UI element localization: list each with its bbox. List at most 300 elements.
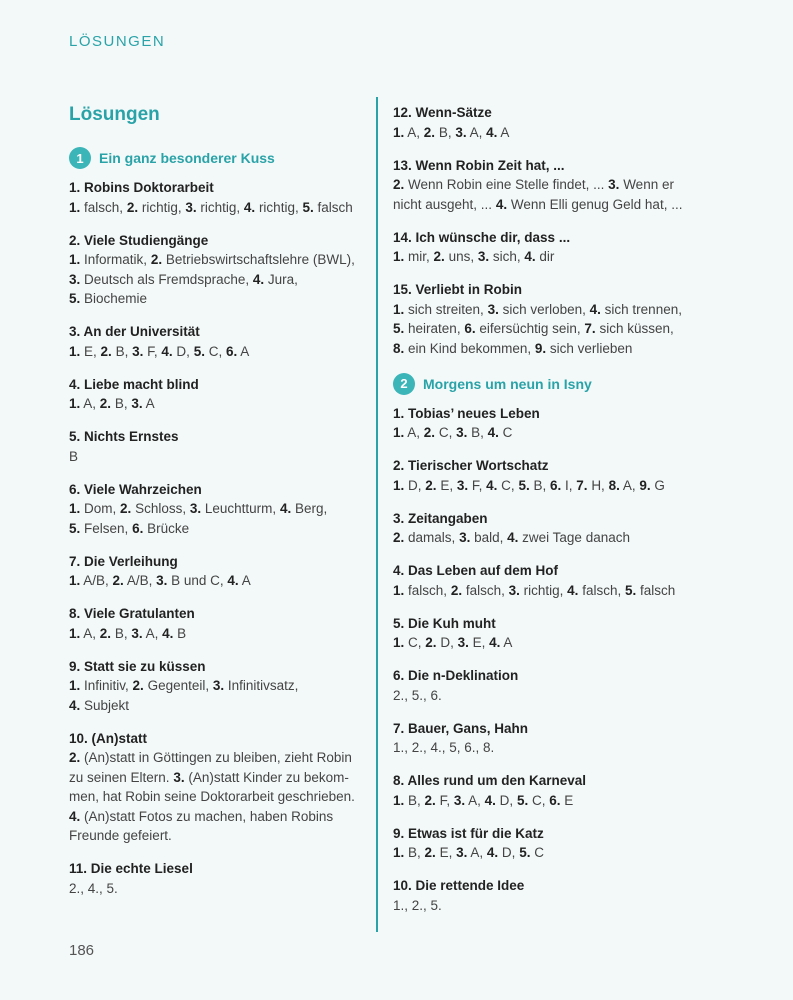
answer-text: zwei Tage danach (522, 530, 630, 545)
answer-line (69, 676, 361, 696)
answer-line (393, 791, 723, 811)
exercise-title: 1. Tobias’ neues Leben (393, 405, 540, 421)
answer-text: damals, (408, 530, 460, 545)
answer-text: A, (83, 625, 100, 641)
answer-number: 2. (424, 845, 436, 860)
answer-text: richtig, (141, 199, 186, 215)
answer-number: 5. (518, 477, 530, 493)
answer-number: 2. (450, 582, 463, 598)
answer-text: Berg, (294, 501, 328, 516)
answer-text: A/B, (83, 573, 113, 588)
answer-text: A, (83, 396, 100, 411)
exercise-title: 9. Etwas ist für die Katz (393, 825, 544, 841)
answer-line (393, 123, 723, 143)
exercise-block (69, 322, 361, 361)
answer-number: 5. (519, 845, 531, 860)
answer-number: 4. (243, 199, 256, 215)
answer-number: 1. (393, 249, 405, 264)
answer-number: 6. (464, 321, 476, 336)
answer-number: 5. (193, 343, 205, 359)
answer-number: 4. (487, 425, 499, 440)
answer-number: 4. (486, 477, 498, 493)
answer-number: 2. (393, 177, 405, 192)
answer-line (393, 581, 723, 601)
exercise-title: 6. Die n-Deklination (393, 668, 519, 683)
answer-number: 7. (576, 477, 588, 493)
answer-text: E, (440, 477, 457, 493)
exercise-block (69, 427, 361, 466)
answer-line (393, 319, 723, 339)
answer-text: Dom, (84, 501, 121, 516)
answer-text: falsch, (465, 582, 509, 598)
answer-line (69, 807, 361, 827)
answer-text: H, (591, 477, 609, 493)
answer-number: 2. (433, 249, 445, 264)
exercise-block (393, 156, 723, 215)
answer-number: 4. (227, 573, 239, 588)
answer-number: 2. (112, 573, 124, 588)
answer-number: 1. (393, 792, 405, 808)
answer-number: 3. (453, 792, 466, 808)
answer-line (393, 247, 723, 267)
answer-text: A (500, 124, 510, 140)
answer-text: sich trennen, (604, 301, 682, 317)
answer-number: 6. (132, 520, 144, 536)
exercise-title: 5. Nichts Ernstes (69, 429, 179, 444)
chapter-number-badge: 2 (393, 373, 415, 395)
answer-text: A, (407, 124, 424, 140)
answer-number: 5. (516, 792, 529, 808)
answer-text: Biochemie (84, 291, 148, 306)
answer-line (69, 289, 361, 309)
answer-number: 4. (507, 530, 519, 545)
answer-text: B (177, 625, 187, 641)
answer-text: A, (407, 425, 424, 440)
answer-number: 2. (120, 501, 132, 516)
answer-text: (An)statt in Göttingen zu bleiben, zieht Robin (84, 750, 352, 765)
answer-number: 6. (225, 343, 238, 359)
answer-text: A, (469, 124, 487, 140)
exercise-title: 9. Statt sie zu küssen (69, 658, 206, 674)
answer-text: C, (438, 425, 457, 440)
exercise-title: 2. Tierischer Wortschatz (393, 458, 549, 473)
answer-number: 1. (69, 573, 81, 588)
exercise-title: 3. An der Universität (69, 324, 200, 339)
answer-text: A (503, 635, 513, 650)
answer-line (393, 843, 723, 863)
answer-text: eifersüchtig sein, (479, 321, 585, 336)
exercise-block (69, 859, 361, 898)
answer-number: 4. (161, 343, 173, 359)
answer-text: B, (114, 396, 132, 411)
answer-text: C, (208, 343, 226, 359)
answer-number: 3. (456, 845, 468, 860)
answer-number: 1. (393, 635, 405, 650)
answer-text: Subjekt (84, 697, 130, 713)
answer-number: 1. (393, 845, 405, 860)
answer-number: 4. (486, 124, 498, 140)
exercise-block (69, 729, 361, 846)
answer-line (393, 300, 723, 320)
exercise-title: 15. Verliebt in Robin (393, 282, 523, 297)
answer-line (69, 787, 361, 807)
answer-line (69, 198, 361, 218)
answer-number: 3. (608, 177, 620, 192)
answer-text: richtig, (200, 199, 244, 215)
answer-number: 3. (455, 124, 467, 140)
answer-number: 4. (69, 808, 81, 824)
answer-number: 1. (393, 301, 405, 317)
answer-text: C, (531, 792, 550, 808)
answer-text: E, (84, 343, 101, 359)
answer-text: B (69, 448, 79, 464)
answer-line (69, 768, 361, 788)
answer-text: men, hat Robin seine Doktorarbeit geschrieben. (69, 789, 355, 804)
answer-number: 2. (99, 625, 112, 641)
answer-text: (An)statt Kinder zu bekom- (188, 769, 349, 785)
answer-text: A/B, (126, 573, 157, 588)
answer-number: 3. (457, 635, 469, 650)
exercise-title: 5. Die Kuh muht (393, 615, 496, 631)
exercise-title: 6. Viele Wahrzeichen (69, 481, 202, 497)
answer-line (69, 624, 361, 644)
answer-text: Informatik, (84, 252, 151, 267)
answer-number: 4. (489, 635, 501, 650)
answer-text: dir (539, 249, 555, 264)
answer-number: 9. (534, 340, 547, 356)
answer-number: 5. (69, 520, 81, 536)
answer-text: sich küssen, (599, 321, 674, 336)
answer-text: Deutsch als Fremdsprache, (84, 271, 253, 287)
answer-number: 2. (423, 124, 436, 140)
answer-text: Schloss, (135, 501, 190, 516)
answer-number: 5. (69, 291, 81, 306)
answer-text: sich verloben, (502, 301, 590, 317)
answer-text: (An)statt Fotos zu machen, haben Robins (84, 808, 334, 824)
answer-number: 3. (459, 530, 471, 545)
answer-text: C, (408, 635, 426, 650)
answer-line (69, 879, 361, 899)
answer-number: 3. (508, 582, 520, 598)
exercise-block (393, 824, 723, 863)
answer-text: F, (439, 792, 454, 808)
answer-line (69, 270, 361, 290)
exercise-block (69, 480, 361, 539)
answer-text: Wenn Elli genug Geld hat, ... (510, 196, 683, 212)
answer-number: 2. (132, 678, 144, 693)
answer-line (69, 748, 361, 768)
exercise-title: 10. (An)statt (69, 730, 148, 746)
answer-text: ein Kind bekommen, (408, 340, 535, 356)
chapter-heading-1 (69, 146, 361, 170)
answer-text: B, (471, 425, 488, 440)
answer-text: I, (565, 477, 577, 493)
answer-number: 4. (484, 792, 496, 808)
answer-text: Felsen, (84, 520, 133, 536)
exercise-block (69, 552, 361, 591)
answer-number: 3. (487, 301, 499, 317)
answer-line (393, 686, 723, 706)
answer-number: 4. (495, 196, 508, 212)
exercise-list-right-bottom (393, 404, 723, 916)
answer-number: 3. (456, 425, 468, 440)
answer-number: 3. (189, 501, 202, 516)
answer-line (69, 250, 361, 270)
answer-line (69, 519, 361, 539)
exercise-block (393, 666, 723, 705)
answer-line (393, 195, 723, 215)
answer-number: 1. (393, 477, 405, 493)
answer-number: 4. (279, 501, 292, 516)
exercise-block (393, 456, 723, 495)
answer-number: 3. (131, 625, 143, 641)
chapter-title: Ein ganz besonderer Kuss (99, 150, 275, 166)
exercise-block (393, 719, 723, 758)
answer-line (393, 339, 723, 359)
answer-text: D, (440, 635, 458, 650)
answer-number: 7. (584, 321, 596, 336)
answer-number: 3. (173, 769, 185, 785)
answer-text: B und C, (171, 573, 228, 588)
answer-text: falsch (317, 199, 353, 215)
answer-number: 3. (69, 271, 81, 287)
answer-number: 2. (393, 530, 405, 545)
answer-text: falsch, (408, 582, 451, 598)
chapter-title: Morgens um neun in Isny (423, 375, 592, 392)
exercise-list-right-top (393, 103, 723, 358)
exercise-title: 7. Bauer, Gans, Hahn (393, 720, 529, 736)
answer-number: 8. (608, 477, 620, 493)
answer-number: 2. (69, 750, 81, 765)
exercise-block (393, 614, 723, 653)
answer-text: C (502, 425, 513, 440)
exercise-block (69, 231, 361, 309)
answer-number: 8. (393, 340, 405, 356)
exercise-block (393, 103, 723, 142)
answer-line (393, 476, 723, 496)
running-head: LÖSUNGEN (69, 33, 166, 50)
answer-number: 4. (524, 249, 536, 264)
answer-number: 6. (549, 477, 562, 493)
answer-text: A (145, 396, 155, 411)
answer-text: Jura, (267, 271, 298, 287)
exercise-title: 8. Alles rund um den Karneval (393, 773, 587, 788)
answer-text: richtig, (523, 582, 568, 598)
answer-text: mir, (408, 249, 434, 264)
answer-text: B, (408, 792, 425, 808)
chapter-heading-2 (393, 372, 723, 396)
page-number: 186 (69, 942, 95, 959)
answer-number: 2. (99, 396, 112, 411)
exercise-block (393, 228, 723, 267)
answer-text: F, (147, 343, 162, 359)
answer-text: A, (468, 792, 485, 808)
answer-text: D, (499, 792, 517, 808)
answer-number: 1. (69, 501, 81, 516)
exercise-title: 4. Liebe macht blind (69, 376, 199, 392)
exercise-title: 10. Die rettende Idee (393, 878, 525, 893)
answer-number: 1. (69, 343, 81, 359)
answer-text: E, (439, 845, 457, 860)
answer-number: 2. (126, 199, 139, 215)
answer-number: 2. (425, 635, 437, 650)
exercise-block (393, 771, 723, 810)
chapter-number-badge: 1 (69, 147, 91, 169)
answer-text: sich, (492, 249, 525, 264)
answer-text: Gegenteil, (147, 678, 213, 693)
answer-text: Wenn er (623, 177, 674, 192)
answer-line (393, 528, 723, 548)
column-divider (376, 97, 378, 932)
answer-text: bald, (474, 530, 508, 545)
answer-text: Infinitiv, (84, 678, 133, 693)
answer-number: 1. (393, 124, 405, 140)
exercise-block (69, 657, 361, 716)
answer-number: 4. (589, 301, 601, 317)
answer-text: Wenn Robin eine Stelle findet, ... (408, 177, 609, 192)
exercise-block (393, 404, 723, 443)
answer-number: 1. (69, 396, 81, 411)
answer-line (393, 175, 723, 195)
answer-number: 3. (131, 396, 143, 411)
exercise-title: 12. Wenn-Sätze (393, 105, 492, 120)
answer-text: sich streiten, (408, 301, 488, 317)
answer-text: falsch (640, 582, 676, 598)
answer-line (69, 571, 361, 591)
answer-number: 3. (185, 199, 197, 215)
page-title: Lösungen (69, 104, 160, 125)
answer-text: nicht ausgeht, ... (393, 196, 496, 212)
answer-line (69, 499, 361, 519)
answer-text: Infinitivsatz, (227, 678, 299, 693)
answer-text: Betriebswirtschaftslehre (BWL), (165, 252, 355, 267)
answer-text: richtig, (258, 199, 303, 215)
exercise-title: 3. Zeitangaben (393, 510, 488, 526)
exercise-block (393, 876, 723, 915)
answer-text: falsch, (84, 199, 127, 215)
answer-number: 3. (156, 573, 168, 588)
answer-text: 2., 5., 6. (393, 687, 442, 703)
answer-text: A, (145, 625, 163, 641)
answer-text: D, (176, 343, 194, 359)
answer-number: 6. (549, 792, 561, 808)
exercise-title: 8. Viele Gratulanten (69, 606, 195, 621)
answer-number: 2. (100, 343, 112, 359)
answer-text: C, (501, 477, 519, 493)
exercise-title: 11. Die echte Liesel (69, 861, 193, 876)
answer-number: 2. (150, 252, 163, 267)
exercise-title: 14. Ich wünsche dir, dass ... (393, 229, 571, 245)
answer-line (69, 447, 361, 467)
answer-text: A (241, 573, 251, 588)
answer-number: 4. (486, 845, 499, 860)
answer-number: 1. (393, 425, 405, 440)
answer-text: Leuchtturm, (204, 501, 280, 516)
answer-line (393, 423, 723, 443)
answer-number: 4. (162, 625, 174, 641)
exercise-block (69, 375, 361, 414)
exercise-block (393, 280, 723, 358)
answer-text: A, (470, 845, 487, 860)
answer-number: 3. (212, 678, 225, 693)
answer-number: 1. (393, 582, 405, 598)
answer-text: F, (471, 477, 487, 493)
answer-number: 3. (456, 477, 469, 493)
answer-text: 1., 2., 5. (393, 897, 442, 913)
answer-line (393, 738, 723, 758)
answer-text: uns, (448, 249, 478, 264)
exercise-title: 13. Wenn Robin Zeit hat, ... (393, 157, 565, 173)
answer-line (393, 633, 723, 653)
answer-text: sich verlieben (549, 340, 633, 356)
answer-text: 2., 4., 5. (69, 880, 118, 896)
answer-number: 4. (69, 697, 81, 713)
exercise-block (393, 509, 723, 548)
right-column (393, 103, 723, 929)
answer-line (393, 896, 723, 916)
answer-text: falsch, (582, 582, 625, 598)
answer-number: 1. (69, 678, 81, 693)
answer-text: B, (114, 625, 132, 641)
answer-number: 5. (624, 582, 637, 598)
answer-text: 1., 2., 4., 5, 6., 8. (393, 740, 495, 755)
answer-line (69, 826, 361, 846)
exercise-title: 2. Viele Studiengänge (69, 232, 209, 248)
answer-text: A (240, 343, 250, 359)
answer-number: 1. (69, 252, 81, 267)
answer-number: 2. (425, 477, 437, 493)
answer-number: 4. (252, 271, 265, 287)
answer-text: Freunde gefeiert. (69, 828, 172, 843)
answer-text: heiraten, (408, 321, 465, 336)
answer-text: B, (115, 343, 133, 359)
exercise-title: 1. Robins Doktorarbeit (69, 180, 214, 195)
answer-number: 5. (393, 321, 405, 336)
answer-number: 4. (567, 582, 579, 598)
answer-text: E, (472, 635, 490, 650)
answer-number: 3. (477, 249, 490, 264)
answer-number: 5. (302, 199, 314, 215)
answer-text: G (654, 477, 665, 493)
answer-text: B, (438, 124, 456, 140)
answer-text: C (534, 845, 544, 860)
answer-line (69, 696, 361, 716)
answer-line (69, 394, 361, 414)
answer-number: 2. (423, 425, 436, 440)
left-column (69, 103, 361, 912)
answer-number: 2. (424, 792, 436, 808)
answer-text: Brücke (147, 520, 190, 536)
answer-text: A, (622, 477, 640, 493)
exercise-block (393, 561, 723, 600)
answer-text: D, (408, 477, 426, 493)
exercise-block (69, 178, 361, 217)
exercise-title: 7. Die Verleihung (69, 553, 178, 569)
answer-text: zu seinen Eltern. (69, 769, 174, 785)
answer-number: 9. (639, 477, 651, 493)
answer-number: 1. (69, 625, 81, 641)
answer-text: B, (533, 477, 550, 493)
answer-number: 1. (69, 199, 81, 215)
answer-text: D, (501, 845, 520, 860)
exercise-block (69, 604, 361, 643)
exercise-title: 4. Das Leben auf dem Hof (393, 563, 559, 578)
answer-number: 3. (132, 343, 144, 359)
exercise-list-left (69, 178, 361, 898)
answer-text: B, (408, 845, 425, 860)
answer-line (69, 342, 361, 362)
answer-text: E (564, 792, 574, 808)
